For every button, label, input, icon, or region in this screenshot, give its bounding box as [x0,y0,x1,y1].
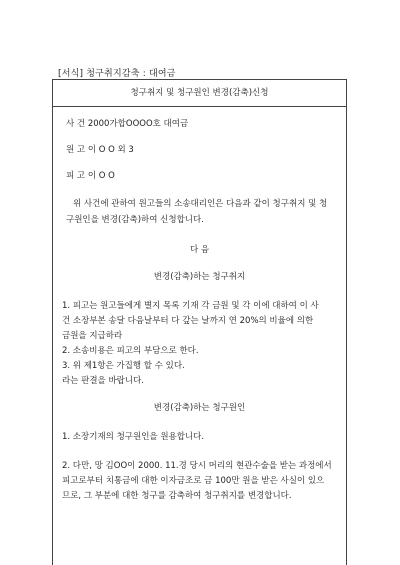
defendant-line: 피 고 이 O O [66,171,115,181]
heading-claim: 변경(감축)하는 청구취지 [153,272,246,282]
form-caption: [서식] 청구취지감축 : 대여금 [58,69,176,79]
claim-line: 3. 위 제1항은 가집행 할 수 있다. [62,361,185,371]
claim-line: 2. 소송비용은 피고의 부담으로 한다. [62,346,199,356]
claim-line: 건 소장부본 송달 다음날부터 다 갚는 날까지 연 20%의 비율에 의한 [62,316,314,326]
cause-line: 피고로부터 치통금에 대한 이자금조로 금 100만 원을 받은 사실이 있으 [62,476,325,486]
cause-line: 1. 소장기재의 청구원인을 원용합니다. [62,432,205,442]
cause-line: 므로, 그 부분에 대한 청구를 감축하여 청구취지를 변경합니다. [62,491,292,501]
heading-cause: 변경(감축)하는 청구원인 [153,403,246,413]
claim-line: 1. 피고는 원고들에게 별지 목록 기재 각 금원 및 각 이에 대하여 이 사 [62,301,319,311]
intro-line: 구원인을 변경(감축)하여 신청합니다. [66,215,204,225]
heading-next: 다 음 [189,245,210,255]
claim-line: 라는 판결을 바랍니다. [62,376,145,386]
case-line: 사 건 2000가합OOOO호 대여금 [66,119,189,129]
plaintiff-line: 원 고 이 O O 외 3 [66,145,134,155]
intro-line: 위 사건에 관하여 원고들의 소송대리인은 다음과 같이 청구취지 및 청 [73,199,328,209]
claim-line: 금원을 지급하라 [62,331,123,341]
document-title: 청구취지 및 청구원인 변경(감축)신청 [130,88,269,98]
cause-line: 2. 다만, 망 김OO이 2000. 11.경 당시 머리의 현관수술을 받는 과정에서 [62,461,332,471]
title-divider [52,106,347,107]
